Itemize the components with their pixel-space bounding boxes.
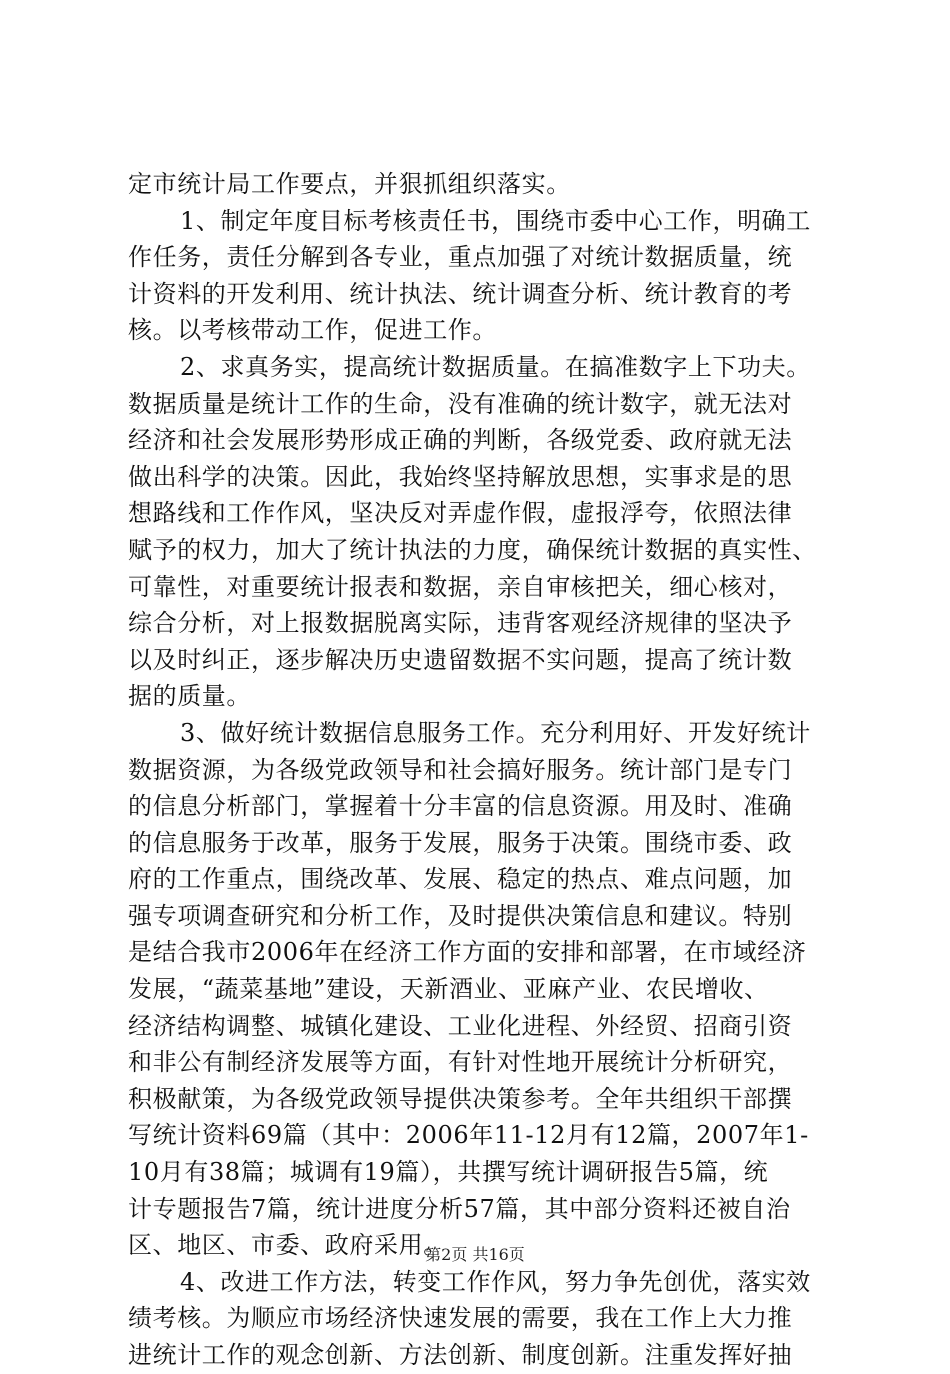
text-line: 赋予的权力，加大了统计执法的力度，确保统计数据的真实性、 [128, 535, 817, 564]
text-line: 以及时纠正，逐步解决历史遗留数据不实问题，提高了统计数 [128, 645, 793, 674]
page-footer: 第2页 共16页 [425, 1245, 525, 1264]
document-body [128, 166, 830, 1374]
text-line: 发展，“蔬菜基地”建设，天新酒业、亚麻产业、农民增收、 [128, 975, 769, 1004]
text-line: 绩考核。为顺应市场经济快速发展的需要，我在工作上大力推 [128, 1304, 793, 1333]
text-line: 计专题报告7篇，统计进度分析57篇，其中部分资料还被自治 [128, 1194, 791, 1223]
text-line: 和非公有制经济发展等方面，有针对性地开展统计分析研究， [128, 1048, 793, 1077]
text-line: 作任务，责任分解到各专业，重点加强了对统计数据质量，统 [128, 243, 793, 272]
text-line: 府的工作重点，围绕改革、发展、稳定的热点、难点问题，加 [128, 865, 793, 894]
text-line: 经济和社会发展形势形成正确的判断，各级党委、政府就无法 [128, 426, 793, 455]
text-line: 3、做好统计数据信息服务工作。充分利用好、开发好统计 [180, 718, 811, 747]
text-line: 1、制定年度目标考核责任书，围绕市委中心工作，明确工 [180, 206, 811, 235]
text-line: 进统计工作的观念创新、方法创新、制度创新。注重发挥好抽 [128, 1341, 793, 1369]
text-line: 想路线和工作作风，坚决反对弄虚作假，虚报浮夸，依照法律 [128, 499, 793, 528]
text-line: 核。以考核带动工作，促进工作。 [128, 316, 497, 345]
text-line: 10月有38篇；城调有19篇），共撰写统计调研报告5篇，统 [128, 1158, 769, 1187]
text-line: 数据质量是统计工作的生命，没有准确的统计数字，就无法对 [128, 389, 793, 418]
text-line: 是结合我市2006年在经济工作方面的安排和部署，在市域经济 [128, 938, 807, 967]
text-line: 做出科学的决策。因此，我始终坚持解放思想，实事求是的思 [128, 462, 793, 491]
text-line: 4、改进工作方法，转变工作作风，努力争先创优，落实效 [180, 1267, 811, 1296]
text-line: 区、地区、市委、政府采用。 [128, 1231, 448, 1260]
text-line: 2、求真务实，提高统计数据质量。在搞准数字上下功夫。 [180, 352, 811, 381]
text-line: 据的质量。 [128, 682, 251, 711]
text-line: 经济结构调整、城镇化建设、工业化进程、外经贸、招商引资 [128, 1011, 793, 1040]
text-line: 计资料的开发利用、统计执法、统计调查分析、统计教育的考 [128, 279, 793, 308]
text-line: 定市统计局工作要点，并狠抓组织落实。 [128, 170, 571, 198]
text-line: 综合分析，对上报数据脱离实际，违背客观经济规律的坚决予 [128, 609, 793, 638]
text-line: 积极献策，为各级党政领导提供决策参考。全年共组织干部撰 [128, 1084, 793, 1113]
text-line: 可靠性，对重要统计报表和数据，亲自审核把关，细心核对， [128, 572, 793, 601]
text-line: 强专项调查研究和分析工作，及时提供决策信息和建议。特别 [128, 901, 793, 930]
text-line: 数据资源，为各级党政领导和社会搞好服务。统计部门是专门 [128, 755, 793, 784]
text-line: 的信息分析部门，掌握着十分丰富的信息资源。用及时、准确 [128, 792, 793, 821]
text-line: 的信息服务于改革，服务于发展，服务于决策。围绕市委、政 [128, 828, 793, 857]
text-line: 写统计资料69篇（其中：2006年11-12月有12篇，2007年1- [128, 1121, 809, 1150]
